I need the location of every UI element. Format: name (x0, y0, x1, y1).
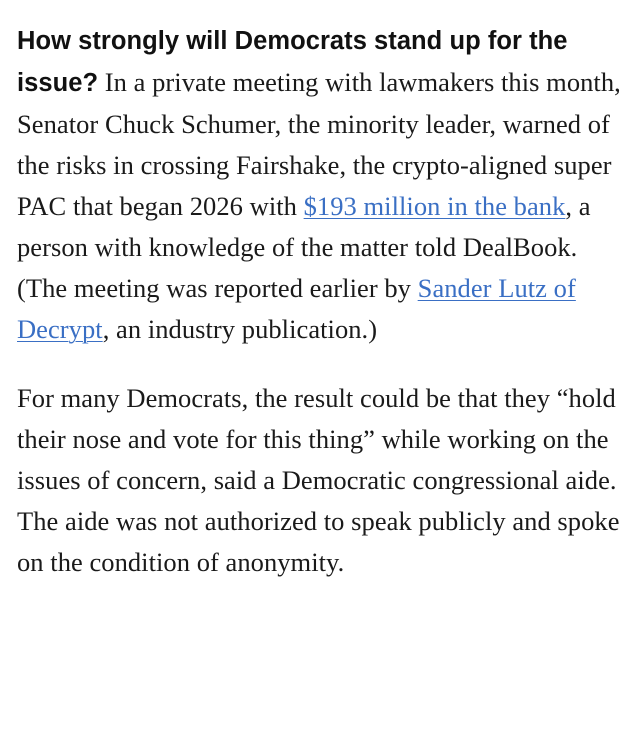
article-paragraph-schumer-meeting (17, 20, 623, 350)
fairshake-funds-link[interactable]: $193 million in the bank (303, 191, 566, 221)
decrypt-article-link[interactable]: Sander Lutz of Decrypt (17, 273, 576, 344)
paragraph-text: In a private meeting with lawmakers this month, Senator Chuck Schumer, the minority leader, warned of the risks in crossing Fairshake, the crypto-aligned super PAC that began 2026 with (17, 67, 621, 221)
article-paragraph-democrats: For many Democrats, the result could be that they “hold their nose and vote for this thing” while working on the issues of concern, said a Democratic congressional aide. The aide was not authorized to speak publicly and spoke on the condition of anonymity. (17, 383, 620, 577)
paragraph-text: , a person with knowledge of the matter told DealBook. (The meeting was reported earlier by (17, 191, 591, 303)
paragraph-lead-in: How strongly will Democrats stand up for the issue? (17, 27, 568, 97)
paragraph-text: , an industry publication.) (102, 314, 378, 344)
article-body (17, 20, 623, 583)
